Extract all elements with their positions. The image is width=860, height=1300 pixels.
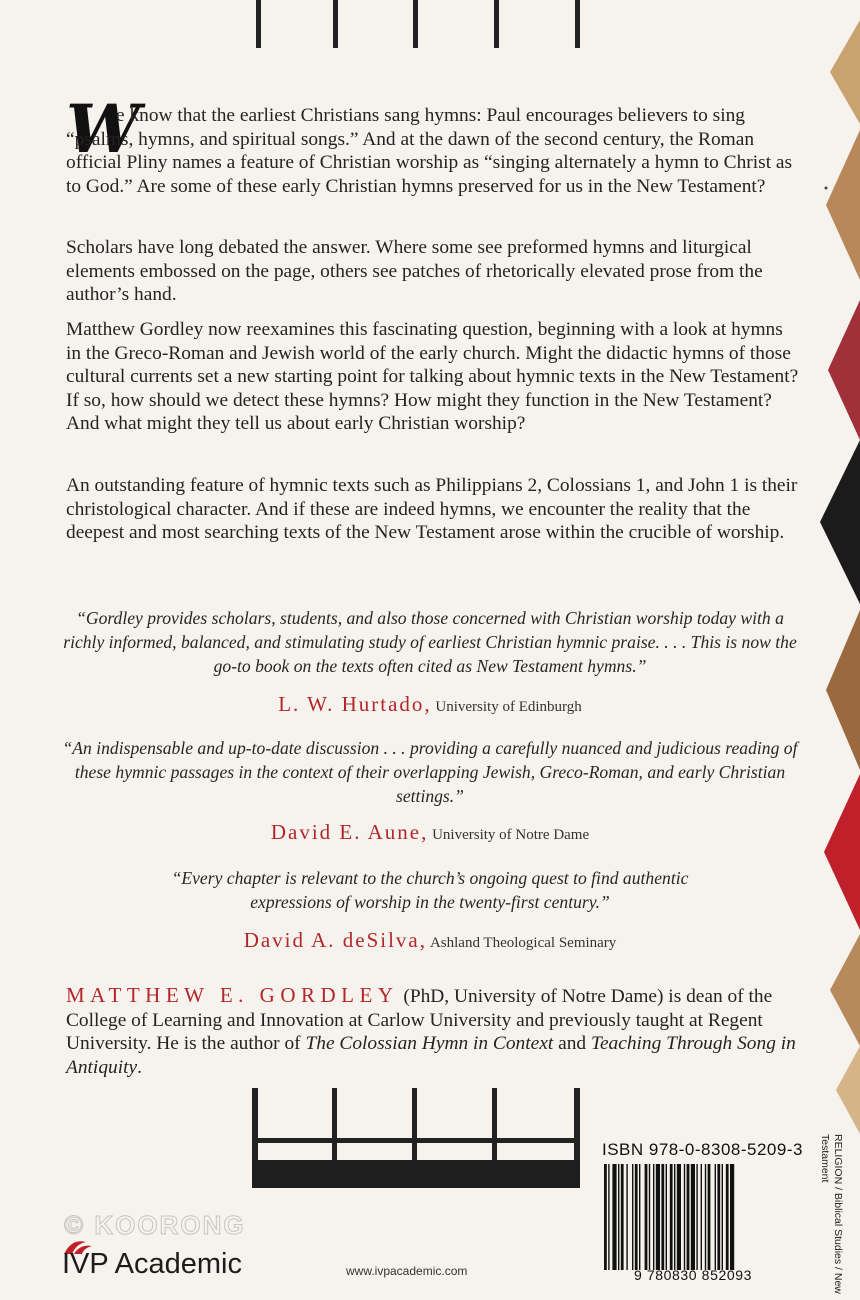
organ-pipe [333,0,338,48]
endorsement-attribution [60,820,800,845]
bio-text: . [137,1056,142,1078]
paragraph-text: An outstanding feature of hymnic texts such as Philippians 2, Colossians 1, and John 1 is their christological character. And if these are indeed hymns, we encounter the reality that the deepest and most searching texts of the New Testament arose within the crucible of worship. [66,475,798,544]
paragraph-text: Scholars have long debated the answer. Where some see preformed hymns and liturgical elements embossed on the page, others see patches of rhetorically elevated prose from the author’s hand. [66,237,763,306]
endorsement-attribution [60,692,800,717]
barcode [602,1164,784,1270]
drop-cap: W [66,90,141,168]
endorser-name: David A. deSilva, [243,928,428,952]
bio-text: (PhD, University of Notre Dame) is dean of the College of Learning and Innovation at Carlow University and previously taught at Regent University. He is the author of [66,986,773,1055]
endorser-affiliation: University of Edinburgh [435,699,582,715]
blurb-paragraph-3 [66,318,802,436]
blurb-first-line: e know that the earliest Christians sang hymns: Paul encourages believers [116,105,688,126]
quote-text: “Gordley provides scholars, students, and also those concerned with Christian worship today with a richly informed, balanced, and stimulating study of earliest Christian hymnic praise. . . . This is now the go-to book on the texts often cited as New Testament hymns.” [63,608,797,676]
organ-pipe-rack-graphic [252,1088,582,1188]
organ-pipe [256,0,261,48]
book-title: Teaching Through Song in Antiquity [66,1033,796,1078]
author-name: MATTHEW E. GORDLEY [66,983,399,1007]
blurb-paragraph-1 [66,104,802,198]
barcode-digits: 9 780830 852093 [634,1267,752,1283]
endorsement-attribution [60,928,800,953]
book-title: The Colossian Hymn in Context [305,1033,554,1055]
publisher-website: www.ivpacademic.com [346,1264,468,1278]
watermark: © KOORONG [64,1210,246,1240]
edge-diamond-pattern [800,0,860,1300]
blurb-paragraph-4 [66,474,802,545]
category-label: RELIGION / Biblical Studies / New Testament [819,1134,844,1294]
paragraph-text: Matthew Gordley now reexamines this fascinating question, beginning with a look at hymns in the Greco-Roman and Jewish world of the early church. Might the didactic hymns of those cultural currents set a new starting point for talking about hymnic texts in the New Testament? If so, how should we detect these hymns? How might they function in the New Testament? And what might they tell us about early Christian worship? [66,319,799,435]
isbn: ISBN 978-0-8308-5209-3 [602,1140,803,1159]
endorser-name: David E. Aune, [270,820,429,844]
publisher-name: IVP Academic [62,1248,243,1280]
endorsement-quote [60,736,800,808]
quote-text: “An indispensable and up-to-date discussion . . . providing a carefully nuanced and judicious reading of these hymnic passages in the context of their overlapping Jewish, Greco-Roman, and early Christian settings.” [62,738,798,806]
author-bio [66,984,802,1079]
organ-pipe [413,0,418,48]
blurb-paragraph-2 [66,236,802,307]
bio-text: and [553,1033,591,1055]
blurb-rest: to sing “psalms, hymns, and spiritual songs.” And at the dawn of the second century, the Roman official Pliny names a feature of Christian worship as “singing alternately a hymn to Christ as to God.” Are some of these early Christian hymns preserved for us in the New Testament? [66,105,793,197]
endorser-affiliation: University of Notre Dame [432,827,590,843]
endorsement-quote [170,866,690,914]
endorser-name: L. W. Hurtado, [278,692,432,716]
quote-text: “Every chapter is relevant to the church’s ongoing quest to find authentic expressions of worship in the twenty-first century.” [171,868,689,912]
endorser-affiliation: Ashland Theological Seminary [429,935,617,951]
organ-pipe [494,0,499,48]
organ-pipe [575,0,580,48]
endorsement-quote [60,606,800,678]
